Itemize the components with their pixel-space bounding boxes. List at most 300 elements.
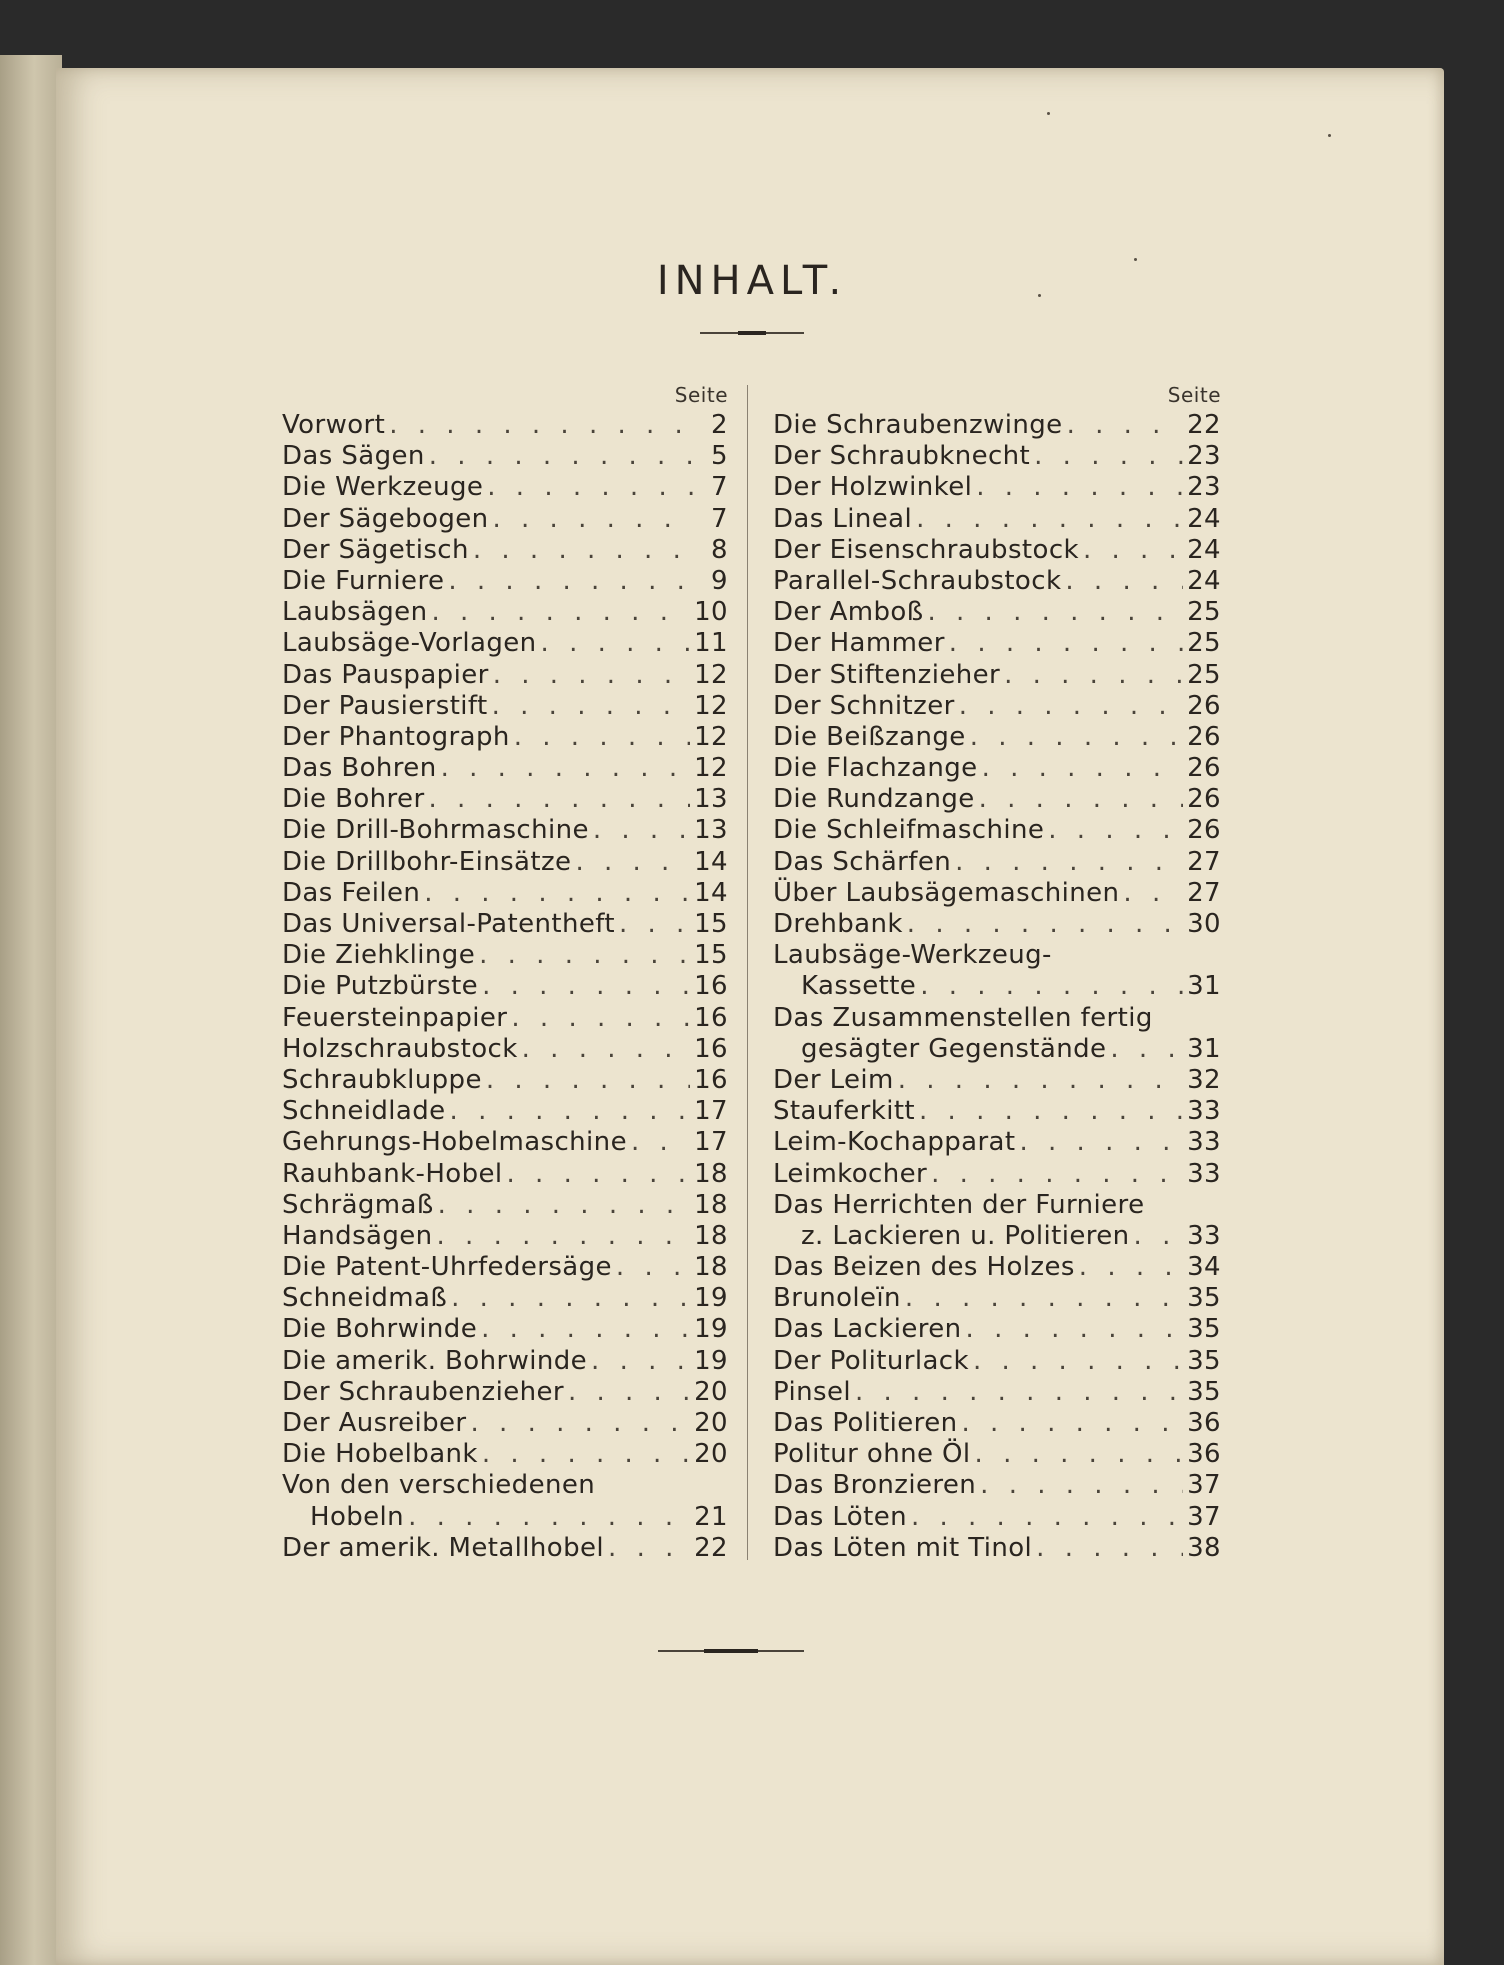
book-page [56, 68, 1444, 1965]
toc-entry-page-number: 19 [694, 1314, 728, 1345]
toc-entry-title: Der Sägetisch [282, 534, 469, 565]
dot-leader [970, 722, 1183, 753]
toc-entry-title: Das Bohren [282, 753, 437, 784]
toc-entry [773, 753, 1221, 784]
toc-entry-page-number: 27 [1187, 877, 1221, 908]
toc-entry [282, 628, 728, 659]
toc-entry-title: Das Herrichten der Furniere [773, 1189, 1145, 1220]
toc-entry [282, 472, 728, 503]
toc-entry-page-number: 9 [711, 565, 728, 596]
dot-leader [568, 1377, 690, 1408]
paper-speck [1038, 294, 1041, 297]
toc-entry [282, 1502, 728, 1533]
toc-entry [773, 566, 1221, 597]
toc-entry-page-number: 14 [694, 877, 728, 908]
dot-leader [949, 628, 1183, 659]
dot-leader [591, 1346, 690, 1377]
toc-entry [773, 1533, 1221, 1564]
toc-entry-page-number: 26 [1187, 815, 1221, 846]
dot-leader [507, 1159, 691, 1190]
toc-entry-title: Das Löten mit Tinol [773, 1532, 1033, 1563]
toc-entry [773, 472, 1221, 503]
toc-entry [282, 410, 728, 441]
dot-leader [486, 1065, 690, 1096]
dot-leader [631, 1127, 690, 1158]
dot-leader [916, 504, 1183, 535]
toc-entry [773, 597, 1221, 628]
toc-entry-page-number: 20 [694, 1439, 728, 1470]
toc-entry-title: Die Drillbohr-Einsätze [282, 846, 572, 877]
toc-entry-title: Das Beizen des Holzes [773, 1252, 1075, 1283]
toc-entry-page-number: 20 [694, 1376, 728, 1407]
dot-leader [481, 1314, 690, 1345]
toc-entry-page-number: 24 [1187, 503, 1221, 534]
toc-entry-page-number: 16 [694, 1033, 728, 1064]
toc-entry-title: Kassette [801, 971, 917, 1002]
toc-entry [282, 753, 728, 784]
toc-entry-page-number: 2 [711, 410, 728, 440]
toc-entry-page-number: 26 [1187, 721, 1221, 752]
toc-entry-page-number: 31 [1187, 971, 1221, 1002]
toc-entry-page-number: 12 [694, 721, 728, 752]
toc-entry-title: Laubsägen [282, 597, 428, 628]
toc-entry-title: Vorwort [282, 410, 386, 440]
toc-entry [773, 909, 1221, 940]
dot-leader [1034, 441, 1183, 472]
toc-entry-title: Parallel-Schraubstock [773, 565, 1062, 596]
dot-leader [975, 1439, 1184, 1470]
dot-leader [471, 1408, 691, 1439]
toc-entry [282, 1096, 728, 1127]
toc-entry [282, 784, 728, 815]
toc-entry-page-number: 24 [1187, 565, 1221, 596]
dot-leader [905, 1283, 1183, 1314]
dot-leader [450, 1096, 691, 1127]
toc-entry [282, 847, 728, 878]
toc-entry-title: Das Zusammenstellen fertig [773, 1002, 1153, 1033]
toc-entry-title: Der Pausierstift [282, 690, 488, 721]
dot-leader [451, 1283, 690, 1314]
toc-entry-page-number: 26 [1187, 690, 1221, 721]
toc-entry-title: Die Ziehklinge [282, 940, 476, 971]
toc-entry-page-number: 15 [694, 909, 728, 939]
toc-entry-title: Die Drill-Bohrmaschine [282, 815, 589, 846]
title-rule [700, 332, 804, 334]
toc-entry-page-number: 18 [694, 1158, 728, 1189]
toc-entry-title: Der Ausreiber [282, 1408, 467, 1438]
dot-leader [441, 753, 691, 784]
dot-leader [479, 940, 690, 971]
toc-entry [773, 1408, 1221, 1439]
toc-entry [773, 441, 1221, 472]
toc-entry [282, 1190, 728, 1221]
toc-entry [773, 1003, 1221, 1034]
dot-leader [593, 815, 690, 846]
dot-leader [1036, 1533, 1183, 1564]
dot-leader [911, 1502, 1183, 1533]
dot-leader [492, 691, 691, 722]
toc-entry-title: Der Leim [773, 1064, 894, 1095]
paper-speck [1134, 258, 1137, 261]
toc-entry-title: Das Löten [773, 1501, 907, 1532]
toc-entry-page-number: 25 [1187, 659, 1221, 690]
toc-entry-page-number: 20 [694, 1408, 728, 1438]
toc-entry-title: Politur ohne Öl [773, 1439, 971, 1470]
toc-entry [282, 1034, 728, 1065]
toc-entry-page-number: 31 [1187, 1033, 1221, 1064]
toc-entry-page-number: 16 [694, 1064, 728, 1095]
dot-leader [979, 784, 1183, 815]
toc-entry-list [773, 410, 1221, 1564]
toc-entry [282, 1346, 728, 1377]
dot-leader [1134, 1221, 1184, 1252]
toc-entry-title: Die Furniere [282, 565, 445, 596]
toc-entry [773, 878, 1221, 909]
toc-entry-title: Der amerik. Metallhobel [282, 1532, 605, 1563]
toc-entry-title: Die Schraubenzwinge [773, 410, 1063, 440]
toc-entry-title: Die Schleifmaschine [773, 815, 1045, 846]
toc-entry-title: Die Patent-Uhrfedersäge [282, 1252, 612, 1283]
toc-entry-page-number: 13 [694, 815, 728, 846]
dot-leader [961, 1408, 1183, 1439]
toc-entry [282, 1252, 728, 1283]
toc-entry-title: Die Putzbürste [282, 971, 479, 1002]
page-column-header: Seite [1167, 383, 1221, 407]
toc-entry-title: z. Lackieren u. Politieren [801, 1220, 1130, 1251]
toc-entry-title: Das Pauspapier [282, 659, 489, 690]
toc-entry [773, 1159, 1221, 1190]
toc-entry [282, 971, 728, 1002]
toc-entry-title: Die amerik. Bohrwinde [282, 1345, 588, 1376]
toc-entry-page-number: 33 [1187, 1220, 1221, 1251]
toc-entry [282, 1408, 728, 1439]
toc-entry-title: Der Amboß [773, 597, 924, 628]
toc-entry-page-number: 35 [1187, 1345, 1221, 1376]
toc-entry-title: Pinsel [773, 1376, 851, 1407]
toc-entry [282, 1127, 728, 1158]
toc-entry-page-number: 19 [694, 1345, 728, 1376]
toc-entry-page-number: 10 [694, 597, 728, 628]
dot-leader [575, 847, 690, 878]
toc-entry-page-number: 26 [1187, 753, 1221, 784]
toc-entry-title: Schneidlade [282, 1096, 446, 1127]
dot-leader [514, 722, 690, 753]
dot-leader [389, 410, 694, 441]
toc-entry-page-number: 11 [694, 628, 728, 659]
dot-leader [487, 472, 694, 503]
toc-entry-title: Das Politieren [773, 1408, 958, 1438]
toc-entry-page-number: 34 [1187, 1252, 1221, 1283]
toc-entry-page-number: 35 [1187, 1314, 1221, 1345]
toc-entry-page-number: 21 [694, 1501, 728, 1532]
toc-entry [773, 971, 1221, 1002]
toc-entry-title: Der Phantograph [282, 721, 510, 752]
dot-leader [431, 597, 690, 628]
dot-leader [482, 971, 690, 1002]
toc-entry [773, 1502, 1221, 1533]
toc-entry-page-number: 16 [694, 971, 728, 1002]
dot-leader [429, 441, 694, 472]
toc-entry [773, 691, 1221, 722]
toc-entry [773, 1034, 1221, 1065]
toc-entry [773, 847, 1221, 878]
dot-leader [522, 1034, 690, 1065]
dot-leader [493, 504, 695, 535]
toc-entry-page-number: 27 [1187, 846, 1221, 877]
toc-entry [282, 535, 728, 566]
dot-leader [955, 847, 1183, 878]
toc-entry-page-number: 32 [1187, 1064, 1221, 1095]
toc-entry-page-number: 35 [1187, 1376, 1221, 1407]
toc-entry-page-number: 37 [1187, 1470, 1221, 1501]
toc-entry-page-number: 18 [694, 1252, 728, 1283]
toc-entry [282, 660, 728, 691]
dot-leader [437, 1221, 691, 1252]
toc-entry-page-number: 25 [1187, 597, 1221, 628]
toc-entry [773, 1283, 1221, 1314]
toc-entry-title: Der Eisenschraubstock [773, 534, 1079, 565]
toc-entry [773, 815, 1221, 846]
dot-leader [541, 628, 691, 659]
toc-entry [773, 1127, 1221, 1158]
toc-entry-title: Das Feilen [282, 877, 421, 908]
toc-entry-title: Das Sägen [282, 441, 425, 472]
toc-entry [282, 1377, 728, 1408]
toc-entry [773, 504, 1221, 535]
toc-entry [282, 1533, 728, 1564]
toc-entry [282, 722, 728, 753]
dot-leader [473, 535, 694, 566]
toc-entry-title: Der Schraubenzieher [282, 1376, 564, 1407]
dot-leader [616, 1252, 690, 1283]
paper-speck [1328, 134, 1331, 137]
toc-entry [773, 1190, 1221, 1221]
bottom-rule [658, 1650, 804, 1652]
toc-entry [282, 1283, 728, 1314]
toc-entry [282, 1159, 728, 1190]
paper-speck [1047, 112, 1050, 115]
dot-leader [855, 1377, 1183, 1408]
toc-entry-page-number: 14 [694, 846, 728, 877]
dot-leader [493, 660, 690, 691]
toc-entry [773, 410, 1221, 441]
toc-entry-page-number: 7 [711, 503, 728, 534]
dot-leader [1123, 878, 1183, 909]
toc-entry-title: Das Bronzieren [773, 1470, 977, 1501]
toc-entry-title: Die Flachzange [773, 753, 978, 784]
toc-entry-title: Schraubkluppe [282, 1064, 482, 1095]
dot-leader [448, 566, 694, 597]
toc-entry-title: Die Rundzange [773, 784, 975, 815]
dot-leader [408, 1502, 690, 1533]
toc-entry-page-number: 18 [694, 1220, 728, 1251]
toc-entry-title: Der Stiftenzieher [773, 659, 1001, 690]
toc-entry-page-number: 17 [694, 1096, 728, 1127]
toc-entry-page-number: 12 [694, 753, 728, 784]
dot-leader [931, 1159, 1183, 1190]
toc-entry-page-number: 24 [1187, 534, 1221, 565]
toc-entry-title: gesägter Gegenstände [801, 1033, 1107, 1064]
toc-entry-title: Der Politurlack [773, 1345, 969, 1376]
toc-entry-page-number: 8 [711, 534, 728, 565]
toc-entry-title: Die Werkzeuge [282, 472, 484, 503]
toc-entry-title: Der Sägebogen [282, 503, 489, 534]
toc-entry [773, 1470, 1221, 1501]
toc-entry-title: Der Holzwinkel [773, 472, 973, 503]
toc-entry-page-number: 33 [1187, 1158, 1221, 1189]
toc-entry-title: Stauferkitt [773, 1096, 916, 1127]
toc-entry-title: Das Universal-Patentheft [282, 909, 615, 939]
dot-leader [1048, 815, 1183, 846]
dot-leader [1079, 1252, 1183, 1283]
toc-entry-title: Das Lackieren [773, 1314, 962, 1345]
dot-leader [966, 1314, 1184, 1345]
dot-leader [1004, 660, 1183, 691]
toc-entry-page-number: 22 [694, 1532, 728, 1563]
dot-leader [927, 597, 1183, 628]
toc-entry [282, 878, 728, 909]
dot-leader [959, 691, 1183, 722]
toc-entry-page-number: 23 [1187, 472, 1221, 503]
toc-entry [282, 909, 728, 940]
toc-entry-title: Der Schnitzer [773, 690, 955, 721]
dot-leader [511, 1003, 690, 1034]
toc-entry [773, 1065, 1221, 1096]
toc-entry-title: Die Hobelbank [282, 1439, 478, 1470]
dot-leader [1110, 1034, 1183, 1065]
dot-leader [898, 1065, 1183, 1096]
toc-entry-page-number: 16 [694, 1002, 728, 1033]
dot-leader [608, 1533, 690, 1564]
page-title: INHALT. [656, 258, 848, 304]
page-column-header: Seite [674, 383, 728, 407]
toc-entry [773, 1314, 1221, 1345]
toc-entry [773, 628, 1221, 659]
toc-entry [282, 566, 728, 597]
dot-leader [920, 971, 1183, 1002]
toc-entry-page-number: 36 [1187, 1439, 1221, 1470]
toc-entry [773, 1439, 1221, 1470]
toc-entry-title: Holzschraubstock [282, 1033, 518, 1064]
toc-entry-title: Schrägmaß [282, 1189, 434, 1220]
toc-entry-page-number: 26 [1187, 784, 1221, 815]
toc-entry-page-number: 13 [694, 784, 728, 815]
toc-entry-title: Schneidmaß [282, 1283, 448, 1314]
toc-entry-title: Hobeln [310, 1501, 405, 1532]
dot-leader [1067, 410, 1184, 441]
toc-entry [282, 1003, 728, 1034]
toc-entry-page-number: 17 [694, 1127, 728, 1158]
toc-entry-title: Feuersteinpapier [282, 1002, 508, 1033]
toc-entry-title: Leim-Kochapparat [773, 1127, 1016, 1158]
toc-entry-page-number: 22 [1187, 410, 1221, 440]
toc-entry [282, 441, 728, 472]
toc-entry-page-number: 38 [1187, 1532, 1221, 1563]
toc-entry [773, 660, 1221, 691]
toc-entry-page-number: 7 [711, 472, 728, 503]
dot-leader [424, 878, 690, 909]
toc-entry-page-number: 5 [711, 441, 728, 472]
toc-entry [773, 1252, 1221, 1283]
toc-entry-title: Laubsäge-Werkzeug- [773, 940, 1052, 971]
dot-leader [982, 753, 1184, 784]
facing-page-edge [0, 55, 62, 1965]
toc-entry-title: Die Bohrer [282, 784, 425, 815]
dot-leader [973, 1346, 1183, 1377]
toc-entry-page-number: 33 [1187, 1127, 1221, 1158]
toc-entry-title: Rauhbank-Hobel [282, 1158, 503, 1189]
toc-entry-title: Die Bohrwinde [282, 1314, 478, 1345]
dot-leader [482, 1439, 690, 1470]
toc-entry-page-number: 18 [694, 1189, 728, 1220]
toc-entry [282, 1221, 728, 1252]
toc-entry [282, 1439, 728, 1470]
dot-leader [619, 909, 690, 940]
toc-entry-title: Gehrungs-Hobelmaschine [282, 1127, 627, 1158]
toc-entry [282, 597, 728, 628]
toc-entry [773, 784, 1221, 815]
toc-entry [773, 1096, 1221, 1127]
toc-entry-title: Die Beißzange [773, 721, 966, 752]
toc-entry-title: Das Schärfen [773, 846, 952, 877]
toc-entry-page-number: 25 [1187, 628, 1221, 659]
toc-entry-title: Leimkocher [773, 1158, 928, 1189]
dot-leader [1083, 535, 1183, 566]
column-divider [747, 385, 748, 1560]
toc-entry [282, 815, 728, 846]
toc-entry-title: Brunoleïn [773, 1283, 901, 1314]
toc-entry-page-number: 36 [1187, 1408, 1221, 1438]
toc-entry [773, 1346, 1221, 1377]
toc-entry-title: Über Laubsägemaschinen [773, 877, 1120, 908]
toc-entry [773, 1377, 1221, 1408]
toc-right-column [773, 380, 1221, 1564]
dot-leader [429, 784, 691, 815]
toc-entry-title: Der Hammer [773, 628, 945, 659]
dot-leader [1019, 1127, 1183, 1158]
toc-entry-title: Das Lineal [773, 503, 913, 534]
toc-entry-title: Der Schraubknecht [773, 441, 1031, 472]
toc-entry-page-number: 23 [1187, 441, 1221, 472]
toc-entry [282, 1065, 728, 1096]
toc-entry-page-number: 12 [694, 659, 728, 690]
toc-entry-page-number: 35 [1187, 1283, 1221, 1314]
toc-entry [282, 691, 728, 722]
toc-entry-page-number: 15 [694, 940, 728, 971]
toc-entry [773, 535, 1221, 566]
dot-leader [980, 1470, 1183, 1501]
toc-entry [282, 504, 728, 535]
toc-entry [773, 1221, 1221, 1252]
toc-entry [282, 1470, 728, 1501]
toc-entry-list [282, 410, 728, 1564]
toc-entry-title: Von den verschiedenen [282, 1470, 596, 1501]
toc-entry-title: Laubsäge-Vorlagen [282, 628, 537, 659]
toc-entry-page-number: 12 [694, 690, 728, 721]
toc-entry-page-number: 33 [1187, 1096, 1221, 1127]
dot-leader [1065, 566, 1183, 597]
dot-leader [907, 909, 1183, 940]
toc-entry [773, 722, 1221, 753]
toc-entry [773, 940, 1221, 971]
toc-entry-title: Drehbank [773, 909, 903, 939]
dot-leader [976, 472, 1183, 503]
toc-entry-title: Handsägen [282, 1220, 433, 1251]
toc-left-column [282, 380, 728, 1564]
toc-entry [282, 1314, 728, 1345]
dot-leader [919, 1096, 1183, 1127]
dot-leader [438, 1190, 690, 1221]
